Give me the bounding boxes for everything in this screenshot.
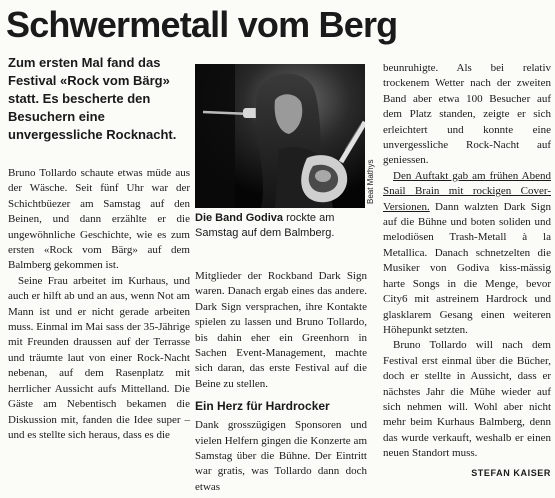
paragraph: Mitglieder der Rockband Dark Sign waren. Danach ergab eines das andere. Dark Sign versprachen, ihre Kontakte spielen zu lassen und Bruno Tollardo, bis dahin eher ein Greenhorn in Sachen Event-Management, machte sich daran, das erste Festival auf die Beine zu stellen. — [195, 270, 367, 390]
column-3 — [383, 61, 551, 481]
headline: Schwermetall vom Berg — [6, 4, 398, 45]
photo-credit — [364, 64, 378, 208]
guitarist-photo-image — [195, 64, 365, 208]
subheading: Ein Herz für Hardrocker — [195, 399, 330, 414]
paragraph: Seine Frau arbeitet im Kurhaus, und auch er hilft ab und an aus, wenn Not am Mann ist und er nicht gerade arbeiten muss. Einmal im Mai sass der 35-Jährige mit Freunden draussen auf der Terrasse und träumte laut von einer Rock-Nacht nebenan, auf dem Rasenplatz mit herrlicher Aussicht aufs Mittelland. Die Gäste am Nebentisch bekamen die Diskussion mit, fanden die Idee super – und es stellte sich heraus, dass es die — [8, 274, 190, 441]
paragraph: Bruno Tollardo schaute etwas müde aus der Wäsche. Seit fünf Uhr war der Schichtbüezer am Samstag auf den Beinen, und dann erzählte er die ungewöhnliche Geschichte, wie es zum ersten «Rock vom Bärg» auf dem Balmberg gekommen ist. — [8, 167, 190, 272]
column-1 — [8, 166, 190, 443]
author-byline: STEFAN KAISER — [471, 467, 551, 478]
paragraph: Bruno Tollardo will nach dem Festival erst einmal über die Bücher, doch er stellte in Aussicht, dass er nächstes Jahr die Mühe wieder auf sich nehmen will. Wohl aber nicht mehr beim Kurhaus Balmberg, denn das wurde verkauft, weshalb er einen neuen Standort muss. — [383, 339, 551, 460]
lead-paragraph: Zum ersten Mal fand das Festival «Rock vom Bärg» statt. Es bescherte den Besuchern eine unvergessliche Rocknacht. — [8, 55, 177, 142]
paragraph: beunruhigte. Als bei relativ trockenem Wetter nach der zweiten Band aber etwa 100 Besucher auf dem Platz standen, zeigte er sich erleichtert und konnte eine unvergessliche Rock-Nacht auf geniessen. — [383, 62, 551, 167]
paragraph: Dank grosszügigen Sponsoren und vielen Helfern gingen die Konzerte am Samstag über die Bühne. Der Eintritt war gratis, was Tollardo dann doch etwas — [195, 419, 367, 493]
photo-caption — [195, 211, 367, 241]
column-2 — [195, 269, 367, 495]
paragraph — [383, 169, 551, 338]
paragraph-text: Dann walzten Dark Sign auf die Bühne und boten soliden und melodiösen Trash-Metall à la Metallica. Danach schnetzelten die Musiker von Godiva kiss-mässig harte Songs in die Menge, bevor City6 mit astreinem Hardrock und glasklarem Gesang einen weiteren Höhepunkt setzten. — [383, 200, 551, 336]
band-photo — [195, 64, 365, 208]
caption-bold: Die Band Godiva — [195, 212, 284, 224]
caption-text: rockte am Samstag auf dem Balmberg. — [195, 212, 335, 239]
photo-credit-text: Beat Mathys — [366, 159, 375, 204]
highlighted-sentence: Den Auftakt gab am frühen Abend Snail Brain mit rockigen Cover-Versionen. — [383, 169, 551, 213]
